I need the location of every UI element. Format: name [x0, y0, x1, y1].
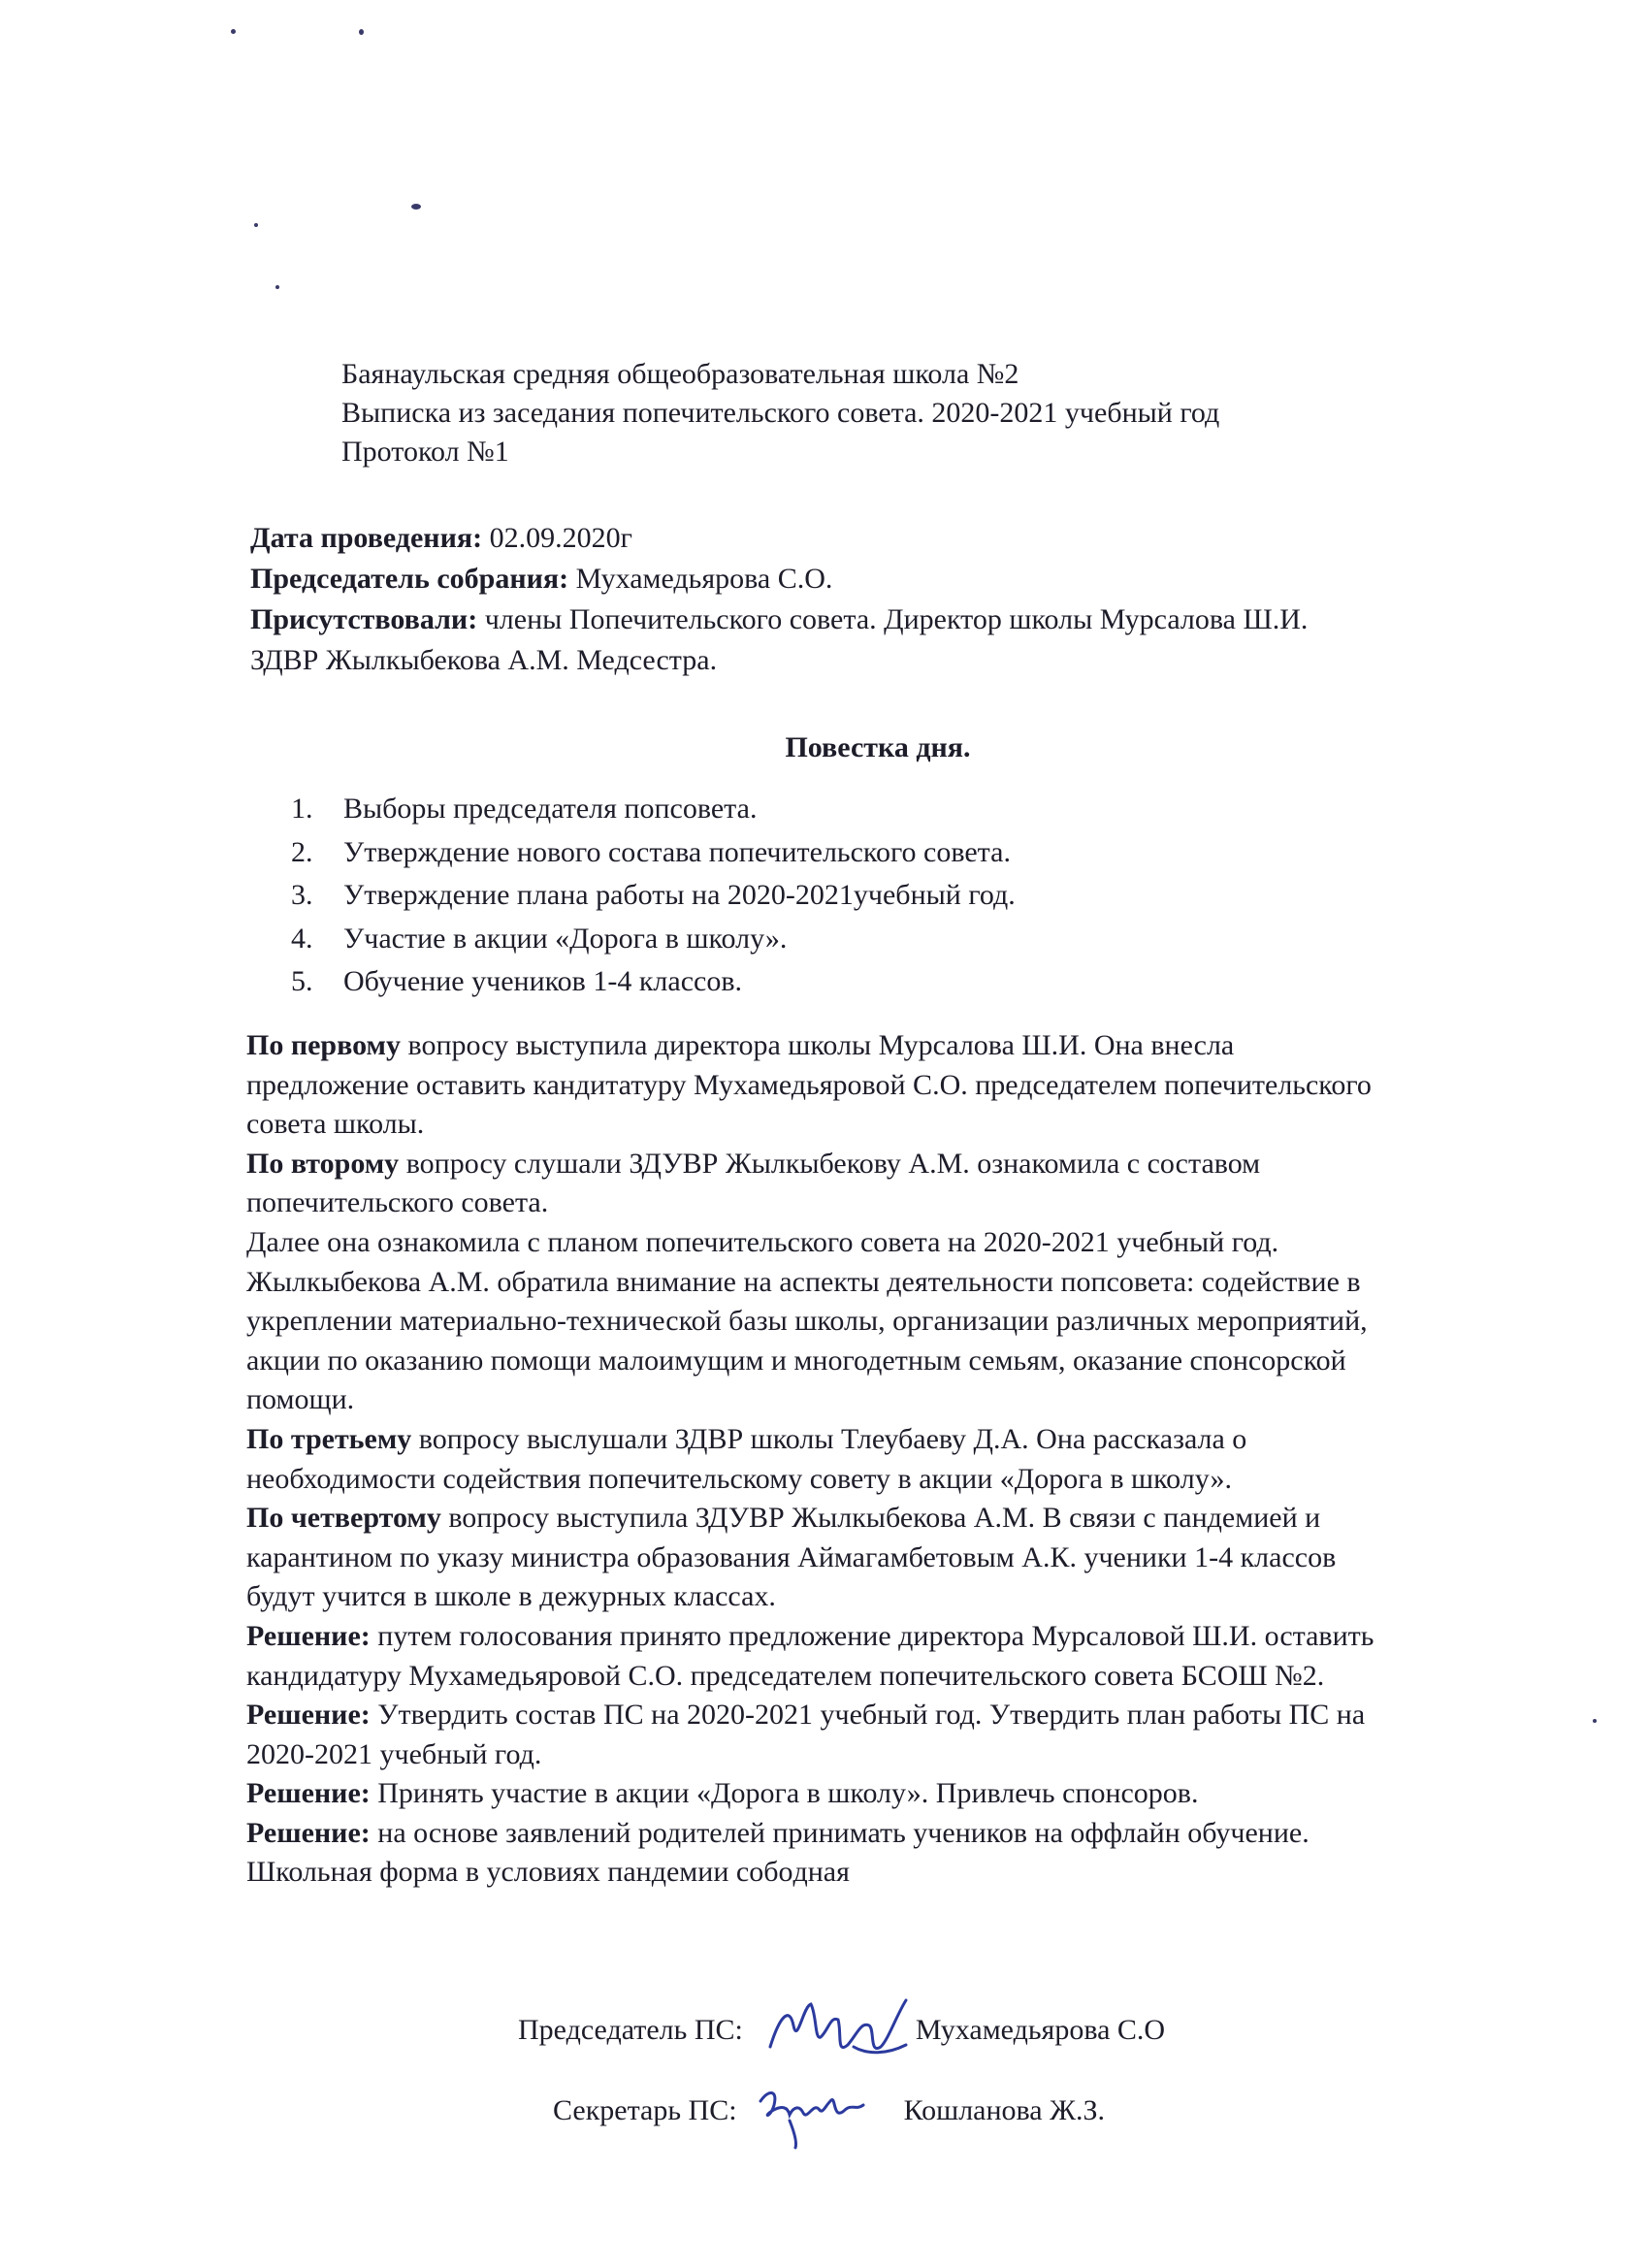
chair-signature-row	[518, 1987, 1165, 2074]
secretary-title: Секретарь ПС:	[553, 2094, 737, 2126]
decision-4: Решение: на основе заявлений родителей принимать учеников на оффлайн обучение.	[246, 1816, 1310, 1849]
present-value-cont: ЗДВР Жылкыбекова А.М. Медсестра.	[250, 644, 718, 676]
discussion-item-2: По второму вопросу слушали ЗДУВР Жылкыбекову А.М. ознакомила с составом	[246, 1147, 1261, 1180]
text-line: Далее она ознакомила с планом попечительского совета на 2020-2021 учебный год.	[246, 1225, 1279, 1258]
text-line: Жылкыбекова А.М. обратила внимание на аспекты деятельности попсовета: содействие в	[246, 1265, 1361, 1298]
agenda-item	[291, 831, 1016, 875]
text-line: карантином по указу министра образования Аймагамбетовым А.К. ученики 1-4 классов	[246, 1540, 1337, 1573]
agenda-item-number: 5.	[291, 965, 313, 998]
text-line: акции по оказанию помощи малоимущим и многодетным семьям, оказание спонсорской	[246, 1344, 1346, 1377]
chair-title: Председатель ПС:	[518, 2014, 743, 2046]
agenda-item	[291, 918, 1016, 961]
document-header	[341, 355, 1219, 471]
meeting-chair	[250, 559, 1511, 599]
agenda-item-text: Участие в акции «Дорога в школу».	[343, 922, 788, 955]
present-label: Присутствовали:	[250, 603, 478, 635]
decision-3: Решение: Принять участие в акции «Дорога в школу». Привлечь спонсоров.	[246, 1777, 1199, 1810]
secretary-name: Кошланова Ж.З.	[903, 2094, 1106, 2126]
agenda-item-number: 4.	[291, 922, 313, 955]
present-value: члены Попечительского совета. Директор школы Мурсалова Ш.И.	[477, 603, 1309, 635]
extract-title: Выписка из заседания попечительского совета. 2020-2021 учебный год	[341, 397, 1220, 429]
scan-speck	[1593, 1719, 1597, 1723]
text-line: будут учится в школе в дежурных классах.	[246, 1580, 776, 1613]
agenda-item-number: 1.	[291, 793, 313, 825]
protocol-number: Протокол №1	[341, 436, 509, 468]
agenda-item-number: 2.	[291, 835, 313, 868]
scan-speck	[254, 223, 258, 227]
chair-name: Мухамедьярова С.О	[915, 2014, 1166, 2046]
agenda-item-text: Обучение учеников 1-4 классов.	[343, 965, 742, 998]
chair-signature-image	[760, 1987, 916, 2074]
discussion-item-3: По третьему вопросу выслушали ЗДВР школы Тлеубаеву Д.А. Она рассказала о	[246, 1422, 1247, 1455]
date-label: Дата проведения:	[250, 522, 483, 554]
agenda-item	[291, 788, 1016, 831]
agenda-item-text: Выборы председателя попсовета.	[343, 793, 758, 825]
scan-speck	[359, 29, 364, 35]
decision-2: Решение: Утвердить состав ПС на 2020-2021 учебный год. Утвердить план работы ПС на	[246, 1699, 1366, 1732]
meeting-meta	[250, 518, 1511, 681]
discussion-item-1: По первому вопросу выступила директора школы Мурсалова Ш.И. Она внесла	[246, 1029, 1235, 1061]
meeting-present	[250, 599, 1511, 640]
agenda-title: Повестка дня.	[785, 731, 971, 763]
text-line: помощи.	[246, 1383, 355, 1416]
scan-speck	[231, 29, 236, 34]
agenda-item-text: Утверждение нового состава попечительского совета.	[343, 835, 1011, 868]
agenda-item	[291, 960, 1016, 1004]
minutes-body	[246, 1026, 1527, 1893]
secretary-signature-image	[755, 2072, 871, 2150]
text-line: кандидатуру Мухамедьяровой С.О. председателем попечительского совета БСОШ №2.	[246, 1659, 1325, 1692]
agenda-item	[291, 874, 1016, 918]
text-line: предложение оставить кандитатуру Мухамедьяровой С.О. председателем попечительского	[246, 1068, 1372, 1101]
chair-value: Мухамедьярова С.О.	[568, 563, 833, 595]
agenda-item-number: 3.	[291, 879, 313, 912]
text-line: Школьная форма в условиях пандемии собoдная	[246, 1856, 850, 1889]
text-line: необходимости содействия попечительскому совету в акции «Дорога в школу».	[246, 1462, 1233, 1495]
chair-label: Председатель собрания:	[250, 563, 569, 595]
discussion-item-4: По четвертому вопросу выступила ЗДУВР Жылкыбекова А.М. В связи с пандемией и	[246, 1502, 1321, 1535]
scan-speck	[411, 204, 421, 210]
text-line: укреплении материально-технической базы школы, организации различных мероприятий,	[246, 1305, 1368, 1338]
decision-1: Решение: путем голосования принято предложение директора Мурсаловой Ш.И. оставить	[246, 1619, 1374, 1652]
scan-speck	[275, 285, 279, 289]
text-line: 2020-2021 учебный год.	[246, 1737, 542, 1770]
agenda-item-text: Утверждение плана работы на 2020-2021учебный год.	[343, 879, 1016, 912]
secretary-signature-row	[553, 2072, 1105, 2150]
text-line: попечительского совета.	[246, 1186, 549, 1219]
meeting-date	[250, 518, 1511, 559]
agenda-list	[291, 788, 1016, 1004]
text-line: совета школы.	[246, 1108, 425, 1141]
school-name: Баянаульская средняя общеобразовательная школа №2	[341, 358, 1019, 390]
date-value: 02.09.2020г	[482, 522, 632, 554]
